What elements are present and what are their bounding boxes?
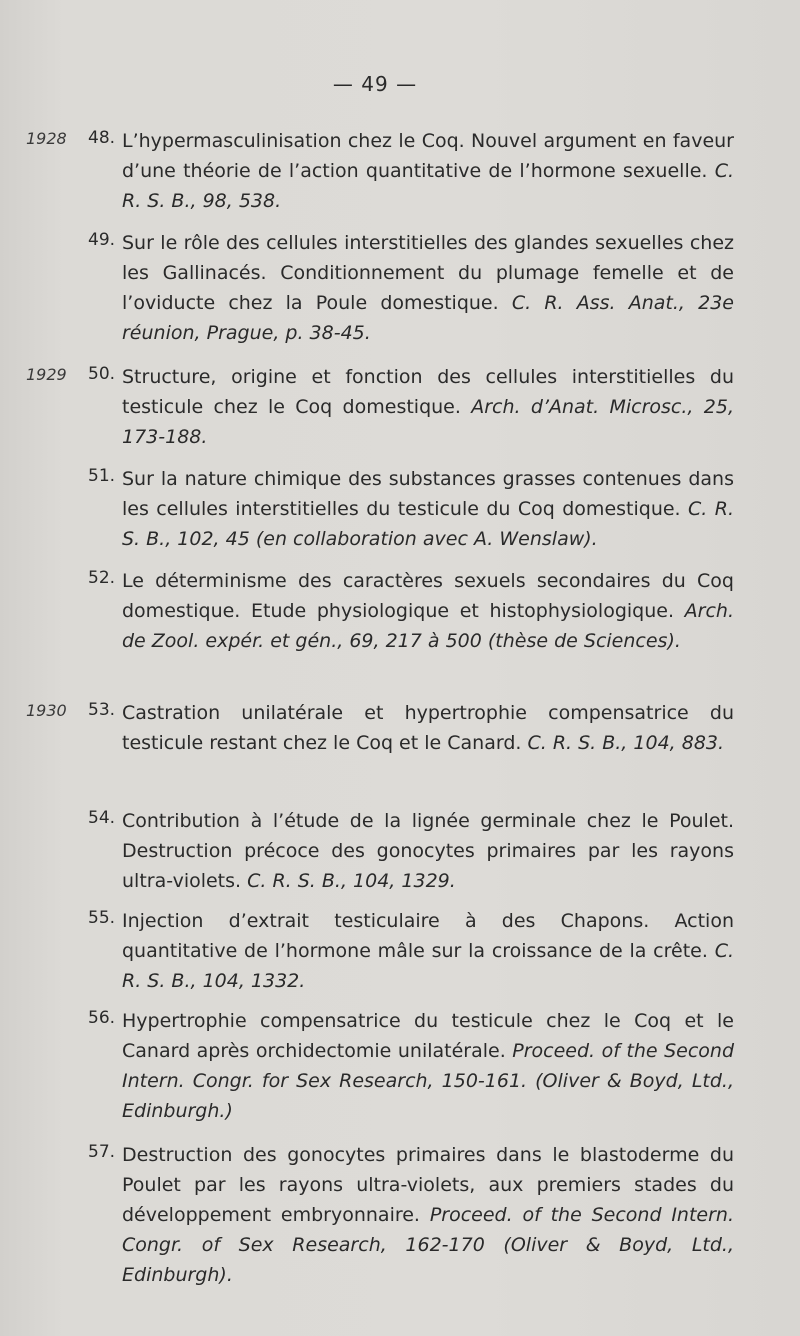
entry-number: 50. bbox=[88, 364, 116, 384]
entry-reference: Proceed. of the Second Intern. Congr. for Sex Research, 150-161. (Oliver & Boyd, Ltd., Edinburgh.) bbox=[122, 1040, 735, 1122]
entry-text bbox=[122, 698, 734, 758]
entry-text bbox=[122, 1140, 734, 1290]
entry-title: Sur la nature chimique des substances grasses contenues dans les cellules interstitielles du testicule du Coq domestique. bbox=[122, 468, 734, 520]
entry-reference: Proceed. of the Second Intern. Congr. of Sex Research, 162-170 (Oliver & Boyd, Ltd., Edinburgh). bbox=[122, 1204, 734, 1286]
entry-reference: Arch. de Zool. expér. et gén., 69, 217 à 500 (thèse de Sciences). bbox=[122, 600, 734, 652]
entry-number: 57. bbox=[88, 1142, 116, 1162]
entry-number: 55. bbox=[88, 908, 116, 928]
page-number: — 49 — bbox=[332, 72, 418, 96]
entry-text bbox=[122, 806, 734, 896]
entry-title: Structure, origine et fonction des cellules interstitielles du testicule chez le Coq domestique. bbox=[122, 366, 734, 418]
entry-reference: C. R. Ass. Anat., 23e réunion, Prague, p. 38-45. bbox=[122, 292, 734, 344]
entry-text bbox=[122, 362, 734, 452]
entry-number: 51. bbox=[88, 466, 116, 486]
entry-reference: C. R. S. B., 104, 1332. bbox=[122, 940, 734, 992]
entry-number: 54. bbox=[88, 808, 116, 828]
entry-title: Destruction des gonocytes primaires dans le blastoderme du Poulet par les rayons ultra-violets, aux premiers stades du développement embryonnaire. bbox=[122, 1144, 734, 1226]
entry-number: 48. bbox=[88, 128, 116, 148]
entry-title: Hypertrophie compensatrice du testicule chez le Coq et le Canard après orchidectomie unilatérale. bbox=[122, 1010, 734, 1062]
entry-number: 56. bbox=[88, 1008, 116, 1028]
entry-text bbox=[122, 566, 734, 656]
entry-reference: C. R. S. B., 102, 45 (en collaboration avec A. Wenslaw). bbox=[122, 498, 734, 550]
entry-title: Injection d’extrait testiculaire à des Chapons. Action quantitative de l’hormone mâle sur la croissance de la crête. bbox=[122, 910, 734, 962]
entry-text bbox=[122, 464, 734, 554]
entry-year: 1929 bbox=[26, 365, 67, 384]
entry-number: 53. bbox=[88, 700, 116, 720]
entry-reference: Arch. d’Anat. Microsc., 25, 173-188. bbox=[122, 396, 734, 448]
entry-text bbox=[122, 228, 734, 348]
entry-number: 49. bbox=[88, 230, 116, 250]
entry-title: Contribution à l’étude de la lignée germinale chez le Poulet. Destruction précoce des gonocytes primaires par les rayons ultra-violets. bbox=[122, 810, 734, 892]
entry-title: L’hypermasculinisation chez le Coq. Nouvel argument en faveur d’une théorie de l’action quantitative de l’hormone sexuelle. bbox=[122, 130, 734, 182]
entry-year: 1928 bbox=[26, 129, 67, 148]
entry-reference: C. R. S. B., 104, 1329. bbox=[247, 870, 456, 892]
entry-text bbox=[122, 906, 734, 996]
entry-text bbox=[122, 126, 734, 216]
entry-title: Sur le rôle des cellules interstitielles des glandes sexuelles chez les Gallinacés. Conditionnement du plumage femelle et de l’oviducte chez la Poule domestique. bbox=[122, 232, 734, 314]
entry-text bbox=[122, 1006, 734, 1126]
entry-title: Castration unilatérale et hypertrophie compensatrice du testicule restant chez le Coq et le Canard. bbox=[122, 702, 734, 754]
entry-title: Le déterminisme des caractères sexuels secondaires du Coq domestique. Etude physiologique et histophysiologique. bbox=[122, 570, 734, 622]
entry-reference: C. R. S. B., 104, 883. bbox=[527, 732, 725, 754]
entry-number: 52. bbox=[88, 568, 116, 588]
entry-year: 1930 bbox=[26, 701, 67, 720]
entry-reference: C. R. S. B., 98, 538. bbox=[122, 160, 734, 212]
